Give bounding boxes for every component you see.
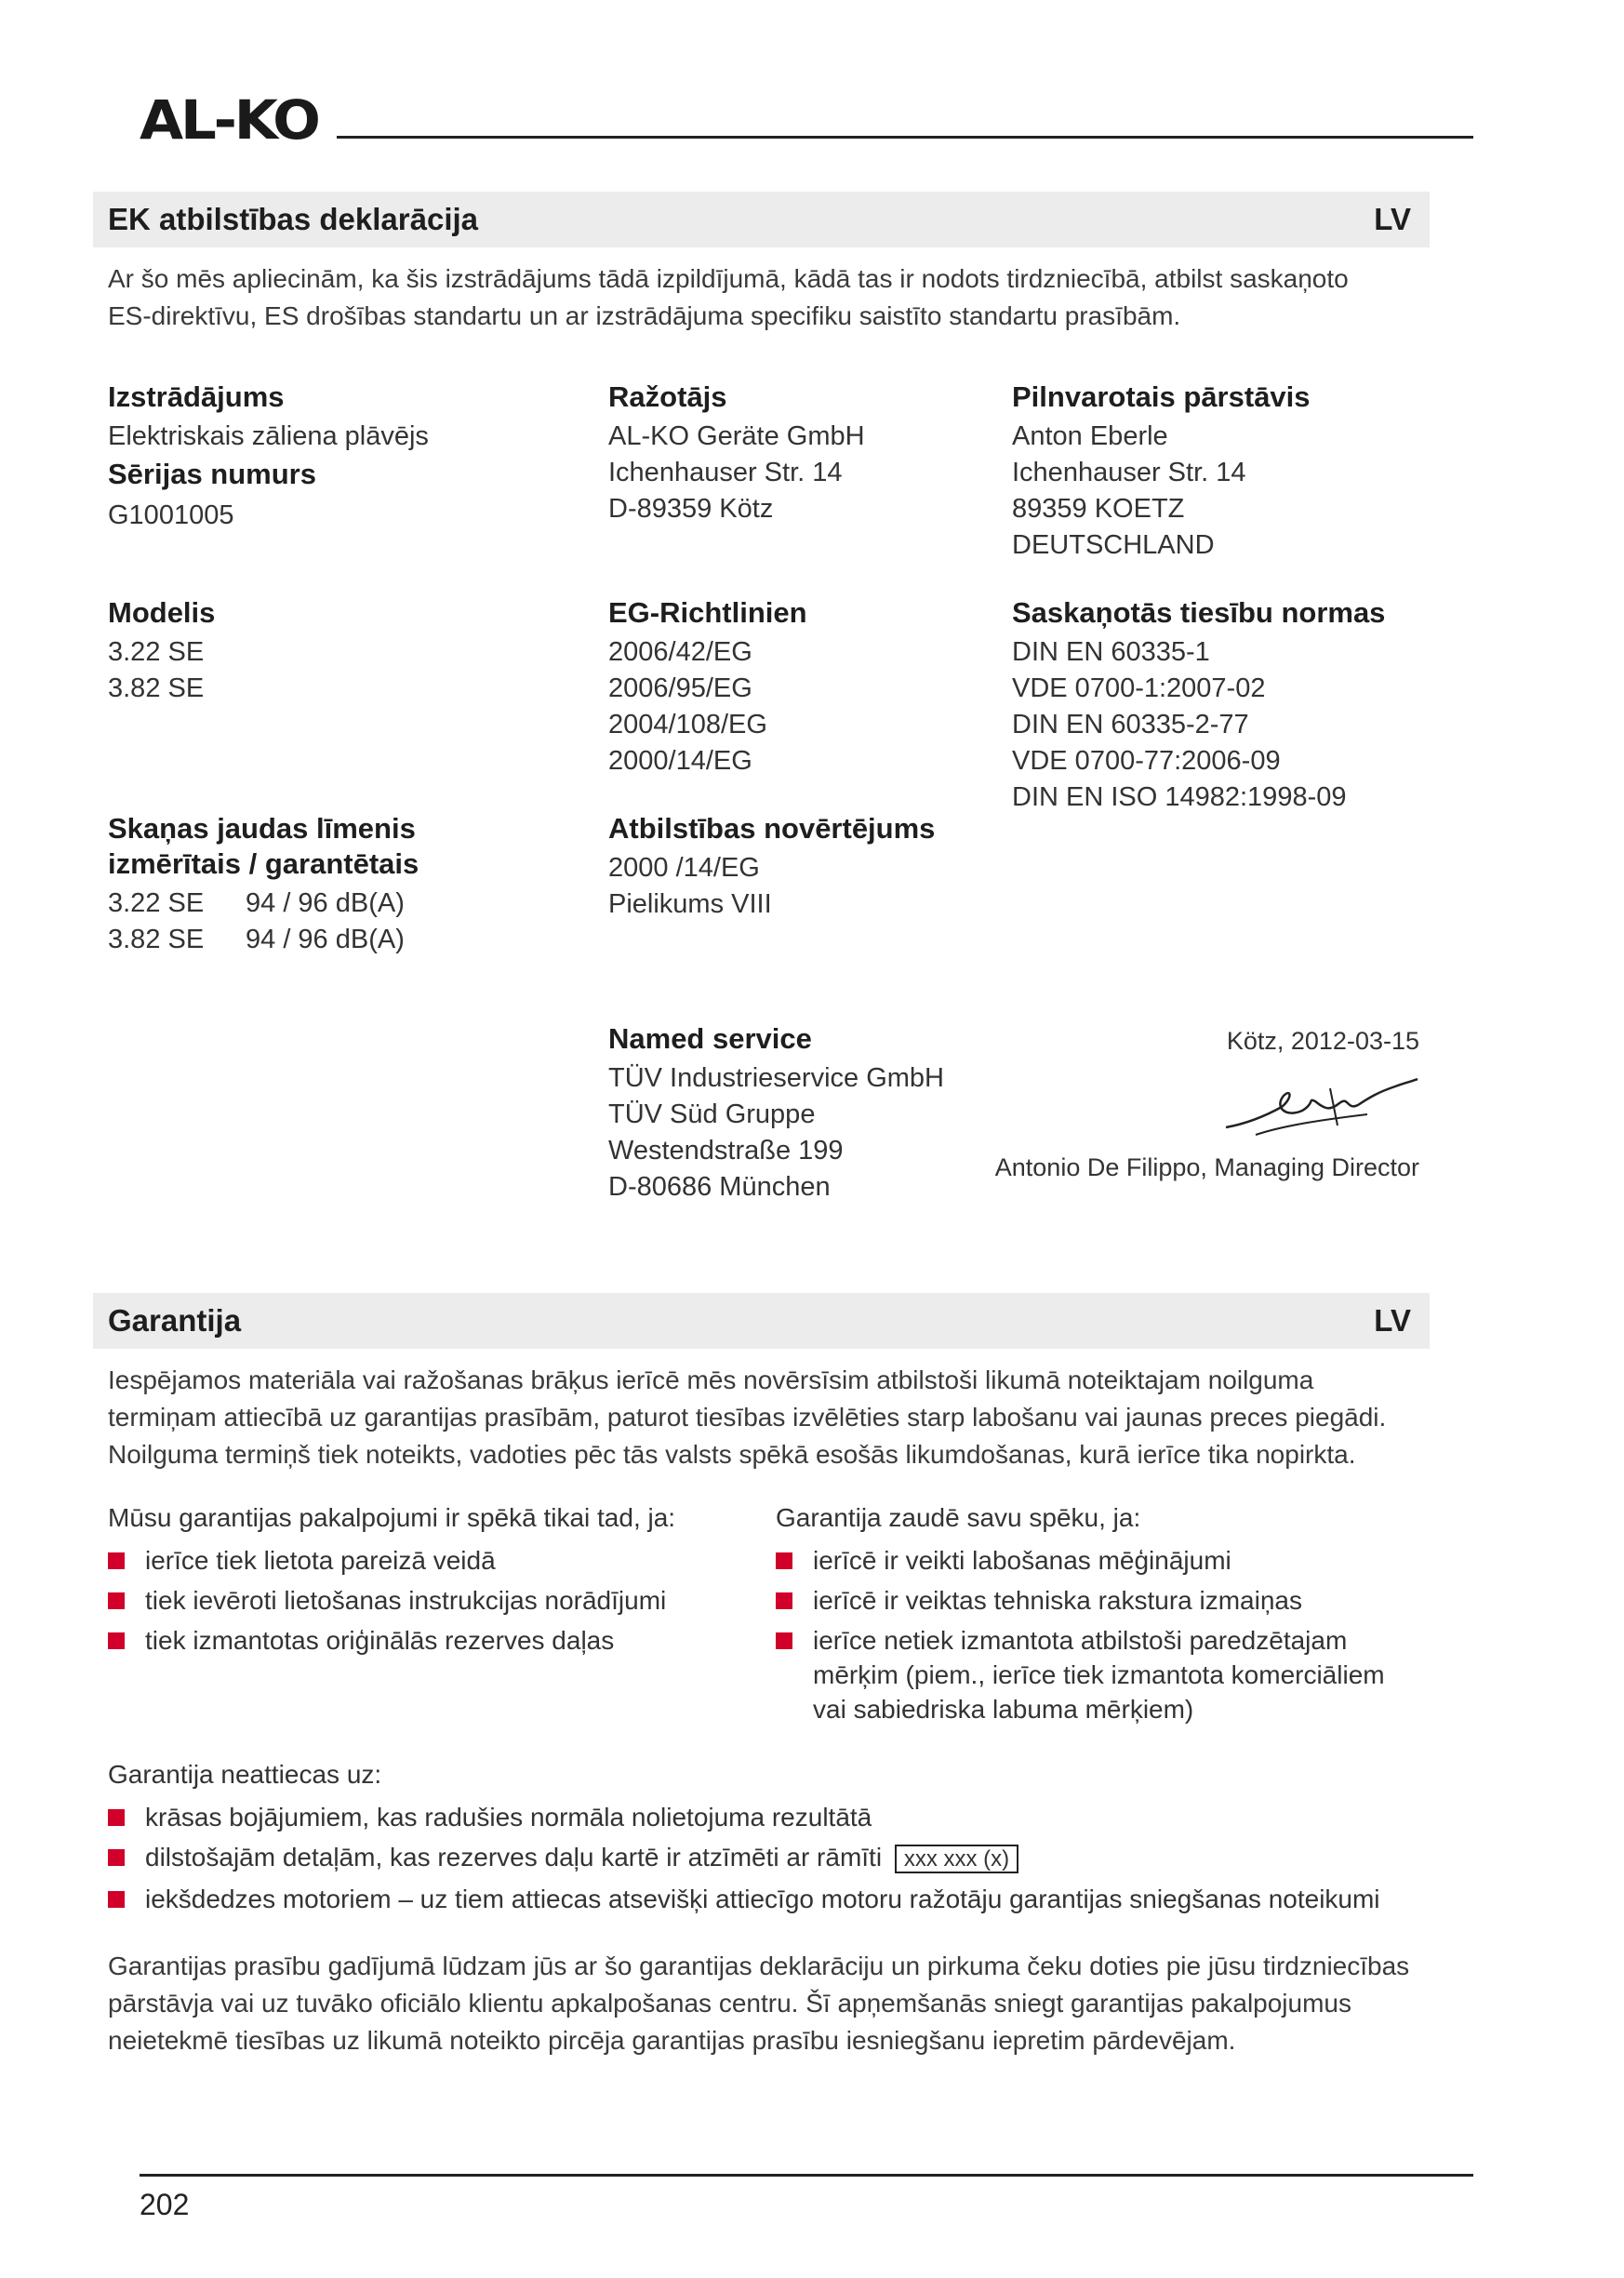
warranty-void-list bbox=[776, 1543, 1408, 1726]
representative-line: DEUTSCHLAND bbox=[1012, 530, 1215, 560]
warranty-excluded-heading: Garantija neattiecas uz: bbox=[108, 1760, 382, 1789]
representative-line: Ichenhauser Str. 14 bbox=[1012, 458, 1246, 487]
norm-item: VDE 0700-77:2006-09 bbox=[1012, 746, 1281, 776]
list-item-text: dilstošajām detaļām, kas rezerves daļu kartē ir atzīmēti ar rāmīti bbox=[145, 1843, 883, 1872]
noise-model: 3.82 SE bbox=[108, 925, 205, 954]
manufacturer-label: Ražotājs bbox=[608, 380, 727, 413]
directive-item: 2006/42/EG bbox=[608, 637, 752, 667]
named-service-label: Named service bbox=[608, 1022, 812, 1055]
list-item: ierīce netiek izmantota atbilstoši paredzētajam mērķim (piem., ierīce tiek izmantota komerciāliem vai sabiedriska labuma mērķiem) bbox=[776, 1623, 1408, 1726]
product-block bbox=[108, 380, 573, 534]
warranty-void-heading: Garantija zaudē savu spēku, ja: bbox=[776, 1503, 1141, 1532]
norm-item: DIN EN ISO 14982:1998-09 bbox=[1012, 782, 1347, 812]
declaration-lang: LV bbox=[1374, 202, 1411, 236]
noise-model: 3.22 SE bbox=[108, 888, 205, 918]
warranty-valid-block bbox=[108, 1499, 750, 1663]
warranty-void-block bbox=[776, 1499, 1408, 1732]
place-date: Kötz, 2012-03-15 bbox=[1226, 1027, 1419, 1055]
directive-item: 2004/108/EG bbox=[608, 710, 767, 739]
representative-line: Anton Eberle bbox=[1012, 421, 1168, 451]
list-item: tiek izmantotas oriģinālās rezerves daļas bbox=[108, 1623, 750, 1658]
models-block bbox=[108, 595, 573, 707]
declaration-intro: Ar šo mēs apliecinām, ka šis izstrādājums tādā izpildījumā, kādā tas ir nodots tirdzniecībā, atbilst saskaņoto ES-direktīvu, ES drošības standartu un ar izstrādājuma specifiku saistīto standartu prasībām. bbox=[108, 264, 1349, 330]
serial-value: G1001005 bbox=[108, 500, 234, 530]
al-ko-logo: AL-KO bbox=[140, 88, 318, 152]
warranty-excluded-block bbox=[108, 1756, 1429, 1922]
warranty-valid-list bbox=[108, 1543, 750, 1658]
representative-label: Pilnvarotais pārstāvis bbox=[1012, 380, 1311, 413]
page-number: 202 bbox=[140, 2188, 190, 2221]
signature-image bbox=[1218, 1070, 1423, 1144]
header-rule bbox=[337, 136, 1473, 139]
manufacturer-line: D-89359 Kötz bbox=[608, 494, 774, 524]
conformity-line: Pielikums VIII bbox=[608, 889, 772, 919]
noise-label: Skaņas jaudas līmenis bbox=[108, 812, 416, 845]
warranty-intro: Iespējamos materiāla vai ražošanas brāķus ierīcē mēs novērsīsim atbilstoši likumā noteiktajam noilguma termiņam attiecībā uz garantijas prasībām, paturot tiesības izvēlēties starp labošanu vai jaunas preces piegādi. Noilguma termiņš tiek noteikts, vadoties pēc tās valsts spēkā esošās likumdošanas, kurā ierīce tika nopirkta. bbox=[108, 1365, 1387, 1469]
list-item bbox=[108, 1840, 1429, 1876]
warranty-excluded-list bbox=[108, 1800, 1429, 1916]
list-item: iekšdedzes motoriem – uz tiem attiecas atsevišķi attiecīgo motoru ražotāju garantijas sniegšanas noteikumi bbox=[108, 1882, 1429, 1916]
named-service-line: D-80686 München bbox=[608, 1172, 831, 1202]
named-service-line: TÜV Süd Gruppe bbox=[608, 1099, 816, 1129]
noise-label-sub: izmērītais / garantētais bbox=[108, 847, 419, 880]
directives-label: EG-Richtlinien bbox=[608, 596, 807, 629]
warranty-title-bar bbox=[93, 1293, 1430, 1349]
named-service-block bbox=[608, 1021, 1036, 1206]
warranty-lang: LV bbox=[1374, 1303, 1411, 1338]
directive-item: 2000/14/EG bbox=[608, 746, 752, 776]
norm-item: DIN EN 60335-1 bbox=[1012, 637, 1210, 667]
part-code-box: xxx xxx (x) bbox=[895, 1845, 1018, 1873]
norms-block bbox=[1012, 595, 1440, 816]
model-item: 3.82 SE bbox=[108, 673, 205, 703]
declaration-title-bar bbox=[93, 192, 1430, 247]
list-item: krāsas bojājumiem, kas radušies normāla nolietojuma rezultātā bbox=[108, 1800, 1429, 1834]
warranty-closing: Garantijas prasību gadījumā lūdzam jūs ar šo garantijas deklarāciju un pirkuma čeku doties pie jūsu tirdzniecības pārstāvja vai uz tuvāko oficiālo klientu apkalpošanas centru. Šī apņemšanās sniegt garantijas pakalpojumus neietekmē tiesības uz likumā noteikto pircēja garantijas prasību iesniegšanu iepretim pārdevējam. bbox=[108, 1952, 1410, 2055]
noise-block bbox=[108, 811, 592, 958]
list-item: ierīce tiek lietota pareizā veidā bbox=[108, 1543, 750, 1578]
noise-value: 94 / 96 dB(A) bbox=[246, 888, 405, 918]
models-label: Modelis bbox=[108, 596, 216, 629]
norms-label: Saskaņotās tiesību normas bbox=[1012, 596, 1386, 629]
conformity-block bbox=[608, 811, 1036, 923]
manufacturer-line: AL-KO Geräte GmbH bbox=[608, 421, 865, 451]
list-item: ierīcē ir veikti labošanas mēģinājumi bbox=[776, 1543, 1408, 1578]
list-item: ierīcē ir veiktas tehniska rakstura izmaiņas bbox=[776, 1583, 1408, 1618]
manufacturer-line: Ichenhauser Str. 14 bbox=[608, 458, 843, 487]
named-service-line: TÜV Industrieservice GmbH bbox=[608, 1063, 944, 1093]
noise-row bbox=[108, 922, 592, 958]
declaration-title: EK atbilstības deklarācija bbox=[108, 202, 479, 236]
signatory: Antonio De Filippo, Managing Director bbox=[994, 1153, 1419, 1181]
serial-label: Sērijas numurs bbox=[108, 458, 316, 490]
product-value: Elektriskais zāliena plāvējs bbox=[108, 421, 429, 451]
norm-item: DIN EN 60335-2-77 bbox=[1012, 710, 1249, 739]
norm-item: VDE 0700-1:2007-02 bbox=[1012, 673, 1266, 703]
manufacturer-block bbox=[608, 380, 999, 527]
product-label: Izstrādājums bbox=[108, 380, 285, 413]
conformity-line: 2000 /14/EG bbox=[608, 853, 760, 883]
conformity-label: Atbilstības novērtējums bbox=[608, 812, 936, 845]
noise-value: 94 / 96 dB(A) bbox=[246, 925, 405, 954]
representative-line: 89359 KOETZ bbox=[1012, 494, 1185, 524]
named-service-line: Westendstraße 199 bbox=[608, 1136, 844, 1166]
noise-row bbox=[108, 886, 592, 922]
representative-block bbox=[1012, 380, 1440, 564]
directive-item: 2006/95/EG bbox=[608, 673, 752, 703]
footer-rule bbox=[140, 2174, 1473, 2177]
list-item: tiek ievēroti lietošanas instrukcijas norādījumi bbox=[108, 1583, 750, 1618]
warranty-valid-heading: Mūsu garantijas pakalpojumi ir spēkā tikai tad, ja: bbox=[108, 1503, 676, 1532]
directives-block bbox=[608, 595, 999, 779]
warranty-title: Garantija bbox=[108, 1303, 242, 1338]
model-item: 3.22 SE bbox=[108, 637, 205, 667]
